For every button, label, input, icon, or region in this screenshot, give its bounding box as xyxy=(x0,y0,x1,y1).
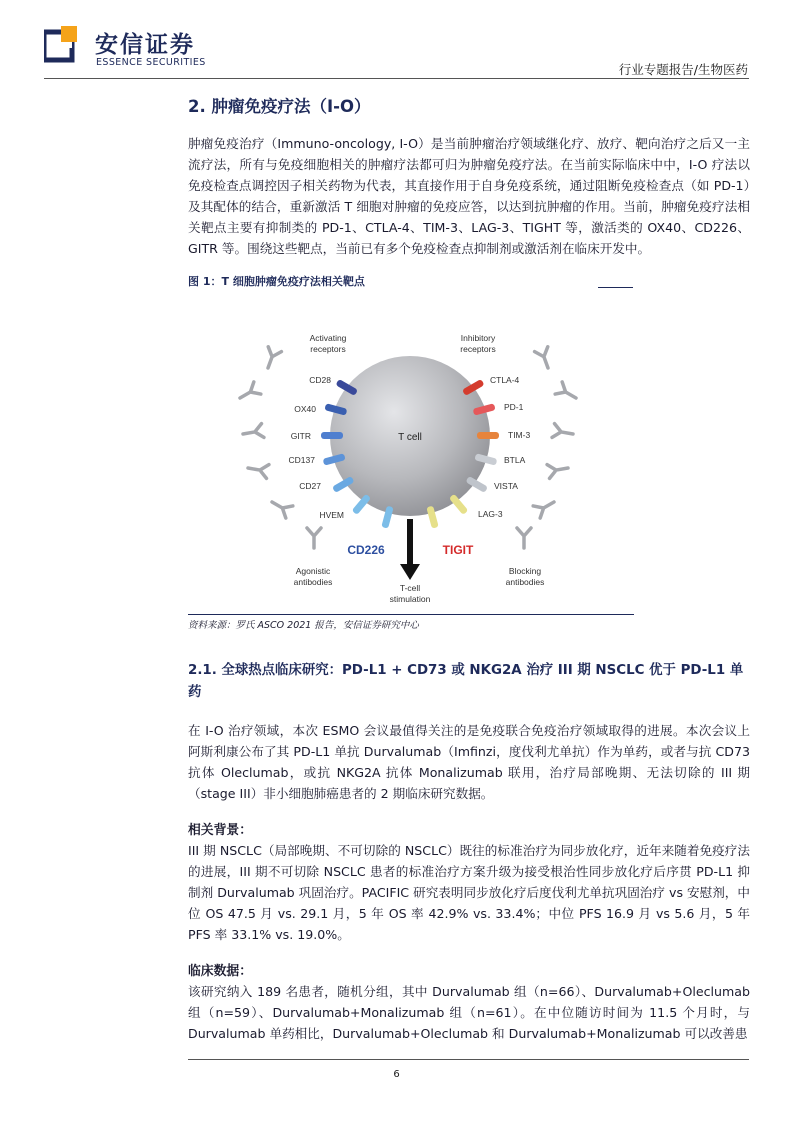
antibody-icon xyxy=(247,461,269,478)
main-content-lower xyxy=(188,660,750,1044)
header-divider xyxy=(44,78,749,79)
label-hvem: HVEM xyxy=(319,510,344,520)
label-ctla4: CTLA-4 xyxy=(490,375,520,385)
figure-1-title: 图 1：T 细胞肿瘤免疫疗法相关靶点 xyxy=(188,275,365,288)
agonistic-label-2: antibodies xyxy=(293,577,333,587)
main-content xyxy=(188,92,750,293)
blocking-label-1: Blocking xyxy=(508,566,542,576)
section-2-title: 2. 肿瘤免疫疗法（I-O） xyxy=(188,97,371,116)
antibody-icon xyxy=(269,496,293,518)
figure-1-bottom-rule xyxy=(188,614,634,615)
figure-1-caption-row xyxy=(188,273,750,293)
page-header xyxy=(0,0,793,80)
t-cell-label: T cell xyxy=(398,432,422,443)
antibody-icon xyxy=(555,382,579,404)
label-lag3: LAG-3 xyxy=(478,509,503,519)
antibody-icon xyxy=(237,382,261,404)
stimulation-label-2: stimulation xyxy=(389,594,431,604)
antibody-icon xyxy=(242,424,264,441)
label-btla: BTLA xyxy=(504,455,526,465)
label-gitr: GITR xyxy=(290,431,311,441)
stimulation-label-1: T-cell xyxy=(399,583,421,593)
label-tim3: TIM-3 xyxy=(508,430,531,440)
figure-1-title-rule xyxy=(598,287,633,288)
tigit-label: TIGIT xyxy=(442,543,474,557)
antibody-icon xyxy=(517,528,531,548)
blocking-label-2: antibodies xyxy=(505,577,545,587)
label-vista: VISTA xyxy=(494,481,518,491)
figure-1-source: 资料来源：罗氏 ASCO 2021 报告，安信证券研究中心 xyxy=(188,620,419,631)
label-ox40: OX40 xyxy=(294,404,316,414)
cd226-label: CD226 xyxy=(347,543,385,557)
label-cd137: CD137 xyxy=(288,455,315,465)
gitr-receptor xyxy=(321,432,343,439)
antibody-icons-right xyxy=(517,347,580,548)
antibody-icon xyxy=(552,424,574,441)
section-2-paragraph: 肿瘤免疫治疗（Immuno-oncology, I-O）是当前肿瘤治疗领域继化疗、放疗、靶向治疗之后又一主流疗法，所有与免疫细胞相关的肿瘤疗法都可归为肿瘤免疫疗法。在当前实际临床中中，I-O 疗法以免疫检查点调控因子相关药物为代表，其直接作用于自身免疫系统，通过阻断免疫检查点（如 PD-1）及其配体的结合，重新激活 T 细胞对肿瘤的免疫应答，以达到抗肿瘤的作用。当前，肿瘤免疫疗法相关靶点主要有抑制类的 PD-1、CTLA-4、TIM-3、LAG-3、TIGHT 等，激活类的 OX40、CD226、GITR 等。围绕这些靶点，当前已有多个免疫检查点抑制剂或激活剂在临床开发中。 xyxy=(188,136,750,256)
stimulation-arrow-icon xyxy=(400,519,420,580)
background-heading: 相关背景： xyxy=(188,823,252,838)
activating-header-1: Activating xyxy=(309,333,347,343)
antibody-icon xyxy=(261,347,281,371)
clinical-heading: 临床数据： xyxy=(188,964,252,979)
page-number: 6 xyxy=(393,1069,400,1080)
agonistic-label-1: Agonistic xyxy=(295,566,331,576)
antibody-icon xyxy=(535,347,555,371)
t-cell-receptor-diagram xyxy=(188,326,634,611)
antibody-icon xyxy=(307,528,321,548)
inhibitory-header-1: Inhibitory xyxy=(460,333,496,343)
antibody-icon xyxy=(547,461,569,478)
antibody-icon xyxy=(533,496,557,518)
section-2-1-paragraph: 在 I-O 治疗领域，本次 ESMO 会议最值得关注的是免疫联合免疫治疗领域取得的进展。本次会议上阿斯利康公布了其 PD-L1 单抗 Durvalumab（Imfinzi，度伐利尤单抗）作为单药，或者与抗 CD73 抗体 Oleclumab，或抗 NKG2A 抗体 Monalizumab 联用，治疗局部晚期、无法切除的 III 期（stage III）非小细胞肺癌患者的 2 期临床研究数据。 xyxy=(188,723,750,801)
brand-name-en: ESSENCE SECURITIES xyxy=(96,57,206,68)
report-type: 行业专题报告/生物医药 xyxy=(618,62,748,77)
label-pd1: PD-1 xyxy=(504,402,524,412)
footer-divider xyxy=(188,1059,749,1060)
brand-name-cn: 安信证券 xyxy=(95,32,195,58)
background-paragraph: III 期 NSCLC（局部晚期、不可切除的 NSCLC）既往的标准治疗为同步放化疗，近年来随着免疫疗法的进展，III 期不可切除 NSCLC 患者的标准治疗方案升级为接受根治性同步放化疗后序贯 PD-L1 抑制剂 Durvalumab 巩固治疗。PACIFIC 研究表明同步放化疗后度伐利尤单抗巩固治疗 vs 安慰剂，中位 OS 47.5 月 vs. 29.1 月，5 年 OS 率 42.9% vs. 33.4%；中位 PFS 16.9 月 vs 5.6 月，5 年 PFS 率 33.1% vs. 19.0%。 xyxy=(188,843,750,942)
essence-logo-icon xyxy=(44,26,84,66)
section-2-1-title: 2.1. 全球热点临床研究：PD-L1 + CD73 或 NKG2A 治疗 III 期 NSCLC 优于 PD-L1 单药 xyxy=(188,663,744,700)
tim3-receptor xyxy=(477,432,499,439)
activating-header-2: receptors xyxy=(310,344,346,354)
label-cd28: CD28 xyxy=(309,375,331,385)
label-cd27: CD27 xyxy=(299,481,321,491)
clinical-paragraph: 该研究纳入 189 名患者，随机分组，其中 Durvalumab 组（n=66）、Durvalumab+Oleclumab 组（n=59）、Durvalumab+Monalizumab 组（n=61）。在中位随访时间为 11.5 个月时，与 Durvalumab 单药相比，Durvalumab+Oleclumab 和 Durvalumab+Monalizumab 可以改善患 xyxy=(188,984,750,1041)
inhibitory-header-2: receptors xyxy=(460,344,496,354)
